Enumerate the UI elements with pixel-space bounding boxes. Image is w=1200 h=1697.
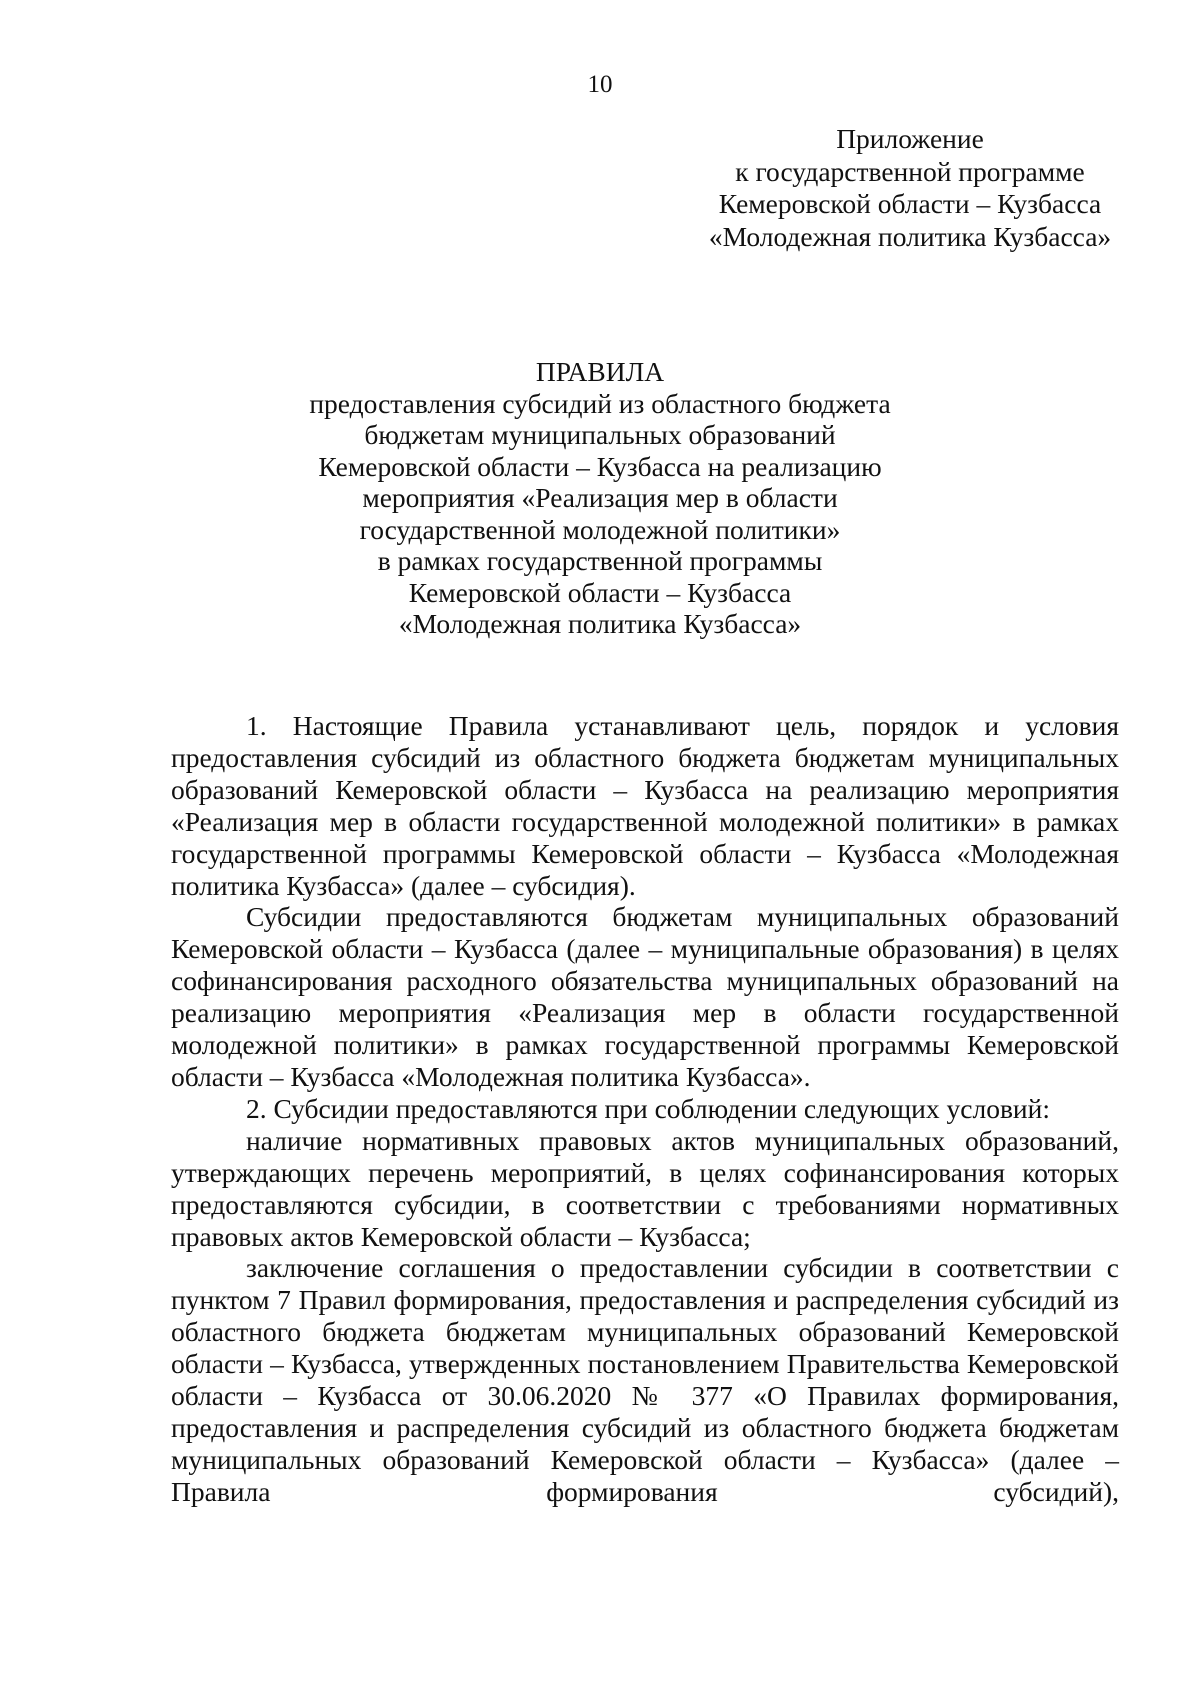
paragraph-condition-acts: наличие нормативных правовых актов муниципальных образований, утверждающих перечень мероприятий, в целях софинансирования которых предоставляются субсидии, в соответствии с требованиями нормативных правовых актов Кемеровской области – Кузбасса; [171,1124,1119,1252]
title-line: государственной молодежной политики» [359,513,841,545]
appendix-header [690,123,1130,253]
paragraph-1: 1. Настоящие Правила устанавливают цель, порядок и условия предоставления субсидий из областного бюджета бюджетам муниципальных образований Кемеровской области – Кузбасса на реализацию мероприятия «Реализация мер в области государственной молодежной политики» в рамках государственной программы Кемеровской области – Кузбасса «Молодежная политика Кузбасса» (далее – субсидия). [171,710,1119,901]
appendix-line: Приложение [836,123,984,154]
title-line: Кемеровской области – Кузбасса [408,576,792,608]
appendix-line: «Молодежная политика Кузбасса» [708,220,1112,252]
title-line: бюджетам муниципальных образований [364,419,836,450]
appendix-line: к государственной программе [735,155,1085,187]
title-line: мероприятия «Реализация мер в области [362,482,838,513]
title-line: «Молодежная политика Кузбасса» [398,608,802,639]
paragraph-condition-agreement: заключение соглашения о предоставлении субсидии в соответствии с пунктом 7 Правил формирования, предоставления и распределения субсидий из областного бюджета бюджетам муниципальных образований Кемеровской области – Кузбасса, утвержденных постановлением Правительства Кемеровской области – Кузбасса от 30.06.2020 № 377 «О Правилах формирования, предоставления и распределения субсидий из областного бюджета бюджетам муниципальных образований Кемеровской области – Кузбасса» (далее – Правила формирования субсидий), [171,1252,1119,1507]
paragraph-2: 2. Субсидии предоставляются при соблюдении следующих условий: [246,1092,1050,1124]
title-heading: ПРАВИЛА [535,356,665,387]
document-title [300,356,900,640]
appendix-line: Кемеровской области – Кузбасса [718,188,1102,219]
document-body [171,710,1119,1508]
title-line: предоставления субсидий из областного бюджета [309,387,891,419]
title-line: Кемеровской области – Кузбасса на реализацию [318,450,882,482]
paragraph-subsidy-purpose: Субсидии предоставляются бюджетам муниципальных образований Кемеровской области – Кузбасса (далее – муниципальные образования) в целях софинансирования расходного обязательства муниципальных образований на реализацию мероприятия «Реализация мер в области государственной молодежной политики» в рамках государственной программы Кемеровской области – Кузбасса «Молодежная политика Кузбасса». [171,901,1119,1092]
title-line: в рамках государственной программы [377,545,823,576]
page-number: 10 [587,71,613,98]
